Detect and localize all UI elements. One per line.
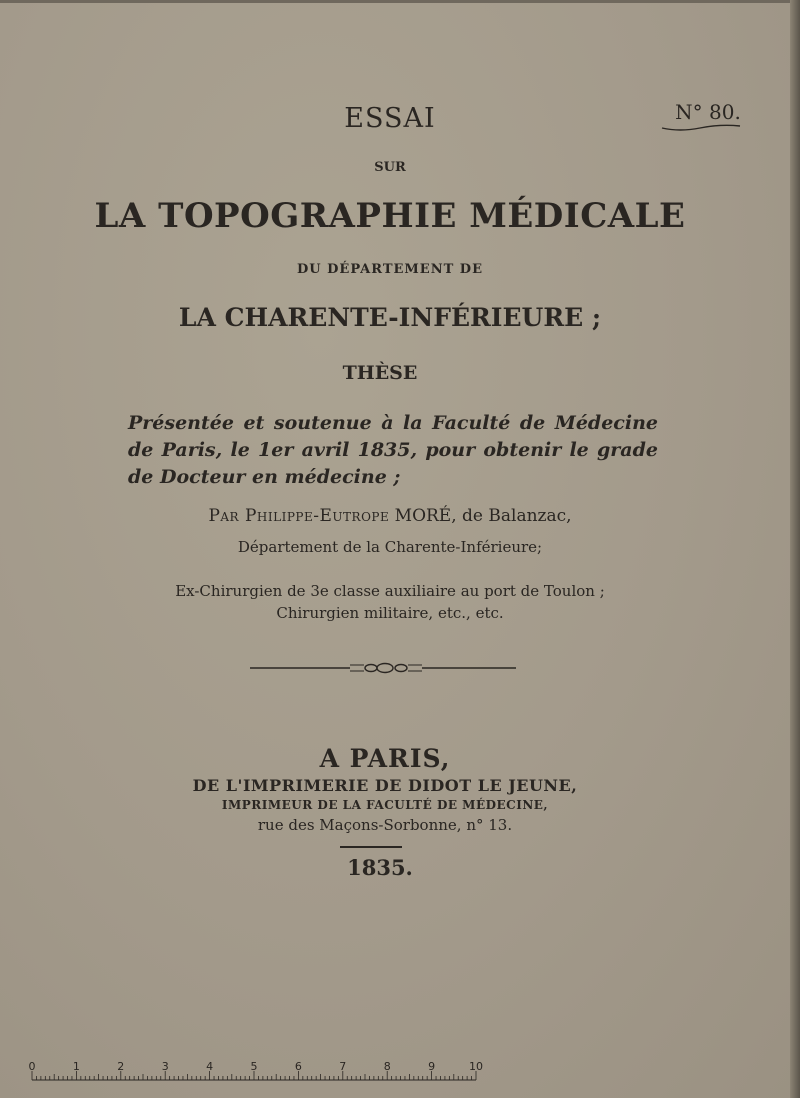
author-department: Département de la Charente-Inférieure; <box>237 538 543 556</box>
author-surname: MORÉ <box>394 506 452 526</box>
year-rule <box>340 846 402 848</box>
author-line <box>130 506 650 526</box>
author-suffix: , de Balanzac, <box>451 506 572 526</box>
title-these: THÈSE <box>342 362 418 384</box>
page-right-edge <box>790 0 800 1098</box>
document-number: N° 80. <box>675 100 741 124</box>
thesis-presentation-text: Présentée et soutenue à la Faculté de Médecine de Paris, le 1er avril 1835, pour obtenir le grade de Docteur en médecine ; <box>128 412 658 488</box>
publication-year: 1835. <box>347 855 413 880</box>
printer-name: DE L'IMPRIMERIE DE DIDOT LE JEUNE, <box>192 776 578 795</box>
subtitle-sur: SUR <box>374 160 406 175</box>
ruler-label: 1 <box>72 1060 80 1073</box>
ruler-label: 8 <box>383 1060 391 1073</box>
ruler-label: 0 <box>28 1060 36 1073</box>
printer-title: IMPRIMEUR DE LA FACULTÉ DE MÉDECINE, <box>221 798 549 812</box>
ruler-label: 6 <box>294 1060 302 1073</box>
ruler-label: 2 <box>117 1060 125 1073</box>
title-essai: ESSAI <box>344 103 436 134</box>
scale-ruler <box>24 1058 494 1086</box>
ruler-label: 9 <box>428 1060 436 1073</box>
place-paris: A PARIS, <box>319 744 451 773</box>
ruler-label: 10 <box>469 1060 483 1073</box>
ruler-label: 7 <box>339 1060 347 1073</box>
printer-address: rue des Maçons-Sorbonne, n° 13. <box>257 816 513 834</box>
subtitle-du-departement: DU DÉPARTEMENT DE <box>297 262 483 277</box>
ruler-label: 3 <box>161 1060 169 1073</box>
ruler-label: 5 <box>250 1060 258 1073</box>
author-credentials: Ex-Chirurgien de 3e classe auxiliaire au port de Toulon ; Chirurgien militaire, etc., etc. <box>175 582 605 622</box>
page-top-edge <box>0 0 800 3</box>
ruler-label: 4 <box>206 1060 214 1073</box>
decorative-ornament-rule <box>250 660 516 676</box>
title-charente: LA CHARENTE-INFÉRIEURE ; <box>178 303 602 332</box>
number-underline-swash <box>660 123 742 133</box>
main-title: LA TOPOGRAPHIE MÉDICALE <box>94 196 686 236</box>
author-prefix: Par Philippe-Eutrope <box>208 506 390 526</box>
